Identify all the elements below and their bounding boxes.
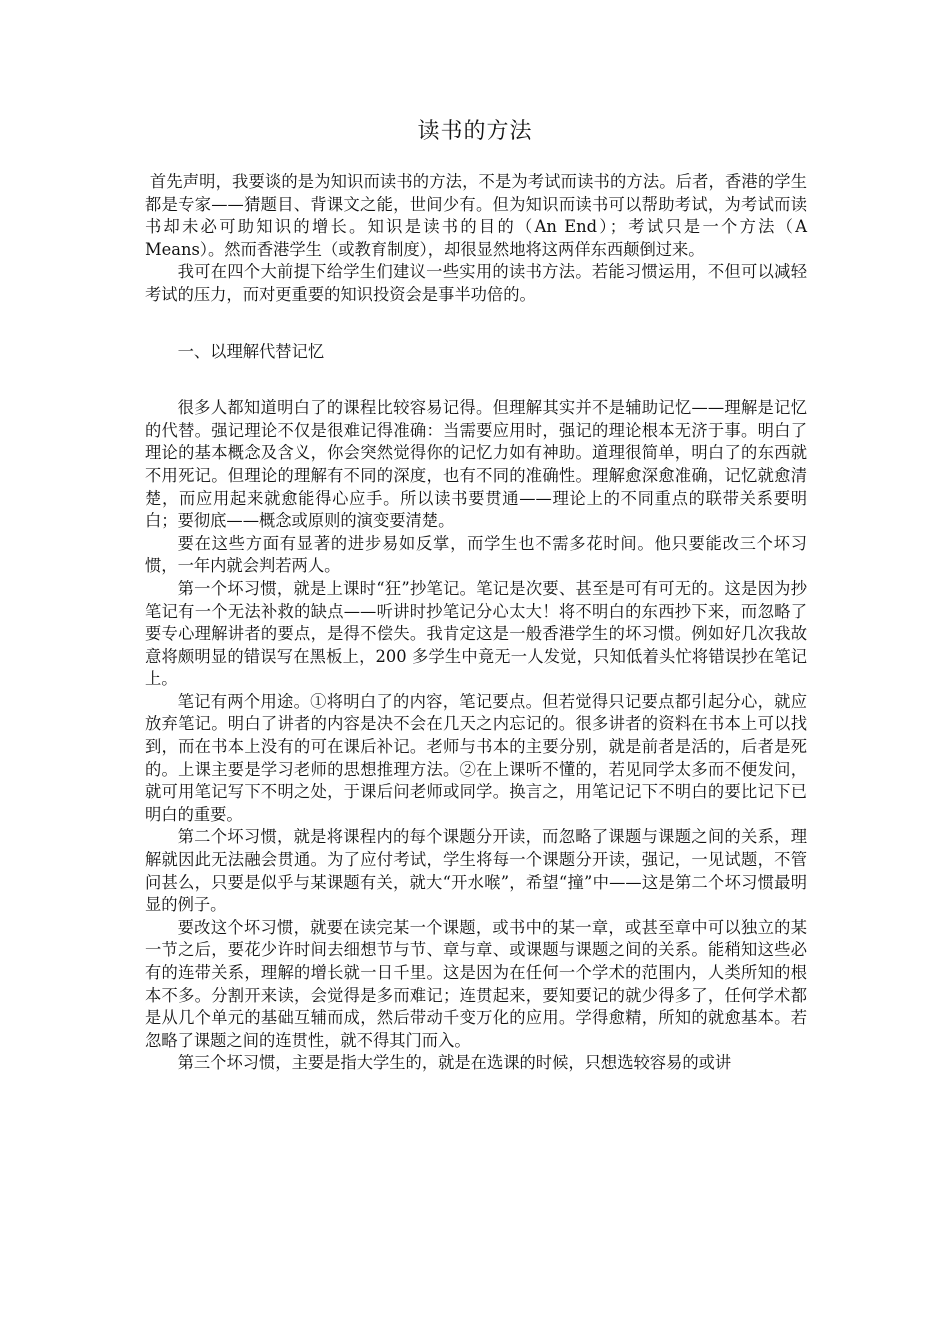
paragraph-understanding: 很多人都知道明白了的课程比较容易记得。但理解其实并不是辅助记忆——理解是记忆的代替。强记理论不仅是很难记得准确：当需要应用时，强记的理论根本无济于事。明白了理论的基本概念及含义，你会突然觉得你的记忆力如有神助。道理很简单，明白了的东西就不用死记。但理论的理解有不同的深度，也有不同的准确性。理解愈深愈准确，记忆就愈清楚，而应用起来就愈能得心应手。所以读书要贯通——理论上的不同重点的联带关系要明白；要彻底——概念或原则的演变要清楚。 <box>145 398 807 531</box>
paragraph-second-habit-fix: 要改这个坏习惯，就要在读完某一个课题，或书中的某一章，或甚至章中可以独立的某一节之后，要花少许时间去细想节与节、章与章、或课题与课题之间的关系。能稍知这些必有的连带关系，理解的增长就一日千里。这是因为在任何一个学术的范围内，人类所知的根本不多。分割开来读，会觉得是多而难记；连贯起来，要知要记的就少得多了，任何学术都是从几个单元的基础互辅而成，然后带动千变万化的应用。学得愈精，所知的就愈基本。若忽略了课题之间的连贯性，就不得其门而入。 <box>145 917 807 1050</box>
paragraph-third-habit: 第三个坏习惯，主要是指大学生的，就是在选课的时候，只想选较容易的或讲 <box>177 1053 732 1073</box>
section-heading: 一、以理解代替记忆 <box>177 341 325 361</box>
paragraph-note-uses: 笔记有两个用途。①将明白了的内容，笔记要点。但若觉得只记要点都引起分心，就应放弃笔记。明白了讲者的内容是决不会在几天之内忘记的。很多讲者的资料在书本上可以找到，而在书本上没有的可在课后补记。老师与书本的主要分别，就是前者是活的，后者是死的。上课主要是学习老师的思想推理方法。②在上课听不懂的，若见同学太多而不便发问，就可用笔记写下不明之处，于课后问老师或同学。换言之，用笔记记下不明白的要比记下已明白的重要。 <box>145 691 807 824</box>
paragraph-premise: 我可在四个大前提下给学生们建议一些实用的读书方法。若能习惯运用，不但可以减轻考试的压力，而对更重要的知识投资会是事半功倍的。 <box>145 262 807 304</box>
paragraph-second-habit: 第二个坏习惯，就是将课程内的每个课题分开读，而忽略了课题与课题之间的关系，理解就因此无法融会贯通。为了应付考试，学生将每一个课题分开读，强记，一见试题，不管问甚么，只要是似乎与某课题有关，就大“开水喉”，希望“撞”中——这是第二个坏习惯最明显的例子。 <box>145 827 807 915</box>
paragraph-first-habit: 第一个坏习惯，就是上课时“狂”抄笔记。笔记是次要、甚至是可有可无的。这是因为抄笔记有一个无法补救的缺点——听讲时抄笔记分心太大！将不明白的东西抄下来，而忽略了要专心理解讲者的要点，是得不偿失。我肯定这是一般香港学生的坏习惯。例如好几次我故意将颇明显的错误写在黑板上，200 多学生中竟无一人发觉，只知低着头忙将错误抄在笔记上。 <box>145 578 807 689</box>
document-title: 读书的方法 <box>417 119 533 144</box>
document-body <box>145 171 807 1075</box>
paragraph-habits-intro: 要在这些方面有显著的进步易如反掌，而学生也不需多花时间。他只要能改三个坏习惯，一年内就会判若两人。 <box>145 533 807 576</box>
paragraph-intro: 首先声明，我要谈的是为知识而读书的方法，不是为考试而读书的方法。后者，香港的学生都是专家——猜题目、背课文之能，世间少有。但为知识而读书可以帮助考试，为考试而读书却未必可助知识的增长。知识是读书的目的（An End）；考试只是一个方法（A Means）。然而香港学生（或教育制度），却很显然地将这两佯东西颠倒过来。 <box>145 172 807 259</box>
